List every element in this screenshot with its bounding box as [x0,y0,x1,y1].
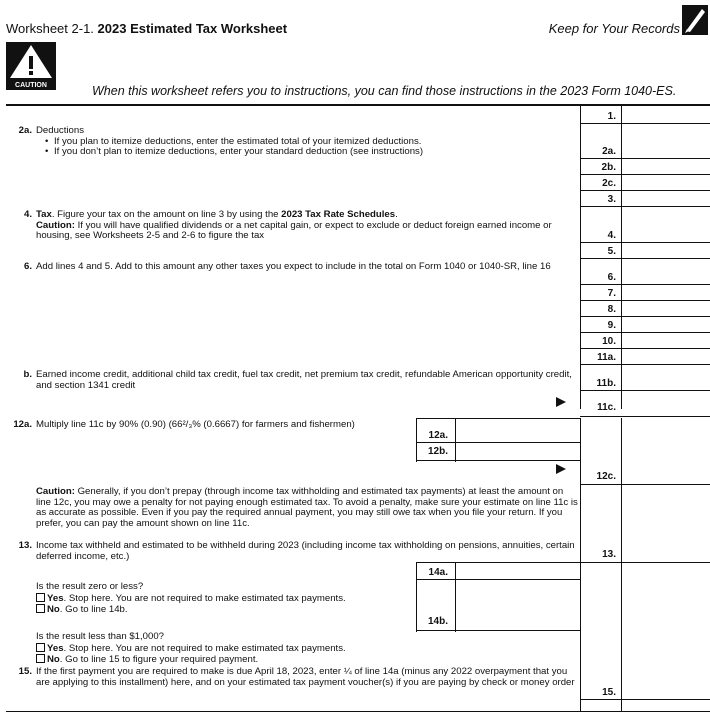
question-text: Is the result less than $1,000? [36,631,164,642]
bottom-rule [6,711,710,712]
amount-13[interactable] [623,537,709,561]
yes-label: Yes [47,592,64,604]
amount-11a[interactable] [623,349,709,363]
tax-label: Tax [36,209,52,220]
caution-text: Generally, if you don’t prepay (through income tax withholding and estimated tax payments) at least the amount on line 12c, you may owe a penalty for not paying enough estimated tax. To avoid a penalty, make sure your estimate on line 11c is as accurate as possible. Even if you pay the required annual payment, you may still owe tax when you file your return. If you prefer, you can pay the amount shown on line 11c. [36,486,578,529]
tag-col-left-2 [580,418,581,564]
worksheet-header [6,0,710,40]
caution-label: CAUTION [15,82,47,89]
amount-12a[interactable] [457,419,579,441]
top-rule [6,104,710,106]
caution-icon [6,42,56,90]
amount-14a[interactable] [457,563,579,578]
inner-col-14-right [455,562,456,632]
question-text: Is the result zero or less? [36,581,144,592]
schedule-ref: 2023 Tax Rate Schedules [281,209,396,220]
no-text: . Go to line 14b. [59,604,128,616]
line-text: Deductions [36,125,84,136]
amount-2c[interactable] [623,175,709,189]
sep-14b [416,630,580,631]
tag-4: 4. [607,230,616,241]
line-text: Earned income credit, additional child tax credit, fuel tax credit, net premium tax credit, refundable American opportunity credit, and section 1341 credit [36,369,572,391]
tag-10: 10. [602,336,616,347]
line-num: b. [23,369,32,380]
yes-checkbox-14b[interactable] [36,643,45,652]
line-num: 12a. [13,419,32,430]
inner-col-12-left [416,418,417,462]
sep-13 [580,562,710,563]
tag-5: 5. [607,246,616,257]
caution-label: Caution: [36,486,75,497]
amount-2b[interactable] [623,159,709,173]
period: . [395,209,398,220]
line-text: . Figure your tax on the amount on line 3 by using the [51,209,282,220]
line-text: Add lines 4 and 5. Add to this amount any other taxes you expect to include in the total on Form 1040 or 1040-SR, line 16 [36,261,551,272]
no-checkbox-14a[interactable] [36,604,45,613]
tag-12a: 12a. [428,430,448,441]
amount-15[interactable] [623,676,709,698]
amount-6[interactable] [623,259,709,283]
tag-14a: 14a. [428,567,448,578]
amount-14b[interactable] [457,612,579,629]
caution-notice: When this worksheet refers you to instructions, you can find those instructions in the 2023 Form 1040-ES. [92,84,677,98]
line-num: 6. [23,261,32,272]
yes-text: . Stop here. You are not required to make estimated tax payments. [63,642,346,654]
amount-2a[interactable] [623,124,709,157]
line-num: 2a. [18,125,32,136]
tag-7: 7. [607,288,616,299]
sep-12b [416,460,580,461]
sep-14a [416,579,580,580]
tag-2b: 2b. [601,162,616,173]
amount-11c[interactable] [623,391,709,415]
caution-label: Caution: [36,219,75,231]
line-num: 13. [18,540,32,551]
tag-1: 1. [607,111,616,122]
tag-2a: 2a. [602,146,616,157]
tag-12b: 12b. [427,446,448,457]
no-label: No [47,654,60,666]
caution-12-block [36,487,578,529]
bullet-itemize: • If you plan to itemize deductions, enter the estimated total of your itemized deductions. [36,137,576,148]
keep-for-records: Keep for Your Records [548,21,680,36]
tag-12c: 12c. [596,471,616,482]
line-text: If the first payment you are required to make is due April 18, 2023, enter ¼ of line 14a (minus any 2022 overpayment that you are applying to this installment) here, and on your estimated tax payment voucher(s) if you are paying by check or money order [36,666,575,688]
caution-text: If you will have qualified dividends or a net capital gain, or expect to exclude or deduct foreign earned income or housing, see Worksheets 2-5 and 2-6 to figure the tax [36,219,552,242]
worksheet-title: Worksheet 2-1. 2023 Estimated Tax Worksheet [6,21,288,36]
amount-9[interactable] [623,317,709,331]
tag-14b: 14b. [427,616,448,627]
yes-label: Yes [47,642,64,654]
amount-12c[interactable] [623,419,709,483]
yes-checkbox-14a[interactable] [36,593,45,602]
tag-13: 13. [602,549,616,560]
tag-11a: 11a. [597,352,616,363]
tag-15: 15. [602,687,616,698]
amount-3[interactable] [623,191,709,205]
amount-1[interactable] [623,106,709,122]
tag-2c: 2c. [602,178,616,189]
arrow-right-icon [556,397,566,407]
tag-3: 3. [607,194,616,205]
arrow-right-icon [556,464,566,474]
sep-11c [580,416,710,417]
amount-5[interactable] [623,243,709,257]
line-num: 4. [23,209,32,220]
amount-11b[interactable] [623,365,709,389]
amount-7[interactable] [623,285,709,299]
line-text: Income tax withheld and estimated to be withheld during 2023 (including income tax withholding on pensions, annuities, certain deferred income, etc.) [36,540,575,562]
sep-15 [580,699,710,700]
amount-8[interactable] [623,301,709,315]
tag-8: 8. [607,304,616,315]
no-text: . Go to line 15 to figure your required payment. [59,654,259,666]
no-checkbox-14b[interactable] [36,654,45,663]
bullet-standard: • If you don’t plan to itemize deductions, enter your standard deduction (see instructions) [36,147,576,158]
line-num: 15. [18,666,32,677]
line-text: Multiply line 11c by 90% (0.90) (66²/₃% (0.6667) for farmers and fishermen) [36,419,355,430]
tag-col-right-2 [621,418,622,564]
tag-11c: 11c. [597,402,616,413]
pen-icon [682,5,708,35]
amount-10[interactable] [623,333,709,347]
tag-col-left-3 [580,545,581,711]
inner-col-14-left [416,562,417,632]
sep-12c [580,484,710,485]
inner-col-12-right [455,418,456,462]
amount-12b[interactable] [457,443,579,459]
tag-6: 6. [607,272,616,283]
yes-text: . Stop here. You are not required to make estimated tax payments. [63,592,346,604]
amount-4[interactable] [623,207,709,241]
no-label: No [47,604,60,616]
tag-11b: 11b. [596,378,616,389]
tag-9: 9. [607,320,616,331]
tag-col-right-3 [621,545,622,711]
